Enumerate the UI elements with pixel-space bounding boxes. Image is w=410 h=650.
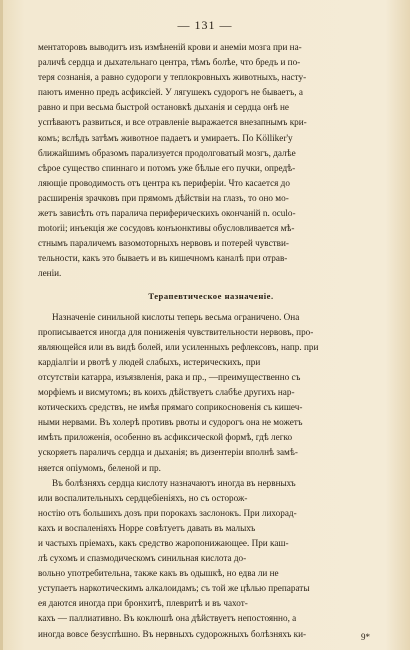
- text-line: Назначеніе синильной кислоты теперь весьма ограничено. Она: [52, 311, 300, 322]
- text-line: ляющіе проводимость отъ центра къ периферіи. Что касается до: [38, 177, 290, 188]
- text-line: лѣ сухомъ и спазмодическомъ синильная кислота до-: [38, 553, 247, 564]
- paragraph-2: [38, 310, 384, 476]
- text-line: ближайшимъ образомъ парализуется продолговатый мозгъ, далѣе: [38, 147, 296, 158]
- text-line: ментаторовъ выводитъ изъ измѣненій крови и анеміи мозга при на-: [38, 42, 302, 52]
- text-line: леніи.: [38, 268, 62, 279]
- text-line: уступаетъ наркотическимъ алкалоидамъ; съ той же цѣлью препараты: [38, 583, 310, 594]
- text-line: котическихъ средствъ, не имѣя прямаго соприкосновенія съ кишеч-: [38, 402, 303, 413]
- text-line: Въ болѣзняхъ сердца кислоту назначаютъ иногда въ нервныхъ: [52, 477, 296, 488]
- text-line: имѣть приложенія, особенно въ асфиксической формѣ, гдѣ легко: [38, 432, 293, 443]
- text-line: или воспалительныхъ сердцебіеніяхъ, но съ осторож-: [38, 492, 248, 503]
- text-line: кахъ и воспаленіяхъ Норре совѣтуетъ давать въ малыхъ: [38, 522, 256, 533]
- text-line: сѣрое существо спиннаго и потомъ уже бѣлые его пучки, опредѣ-: [38, 162, 296, 173]
- text-line: теря сознанія, а равно судороги у теплокровныхъ животныхъ, насту-: [38, 72, 307, 83]
- paragraph-1: [38, 40, 384, 282]
- text-line: кардіалгіи и рвотѣ у людей слабыхъ, истерическихъ, при: [38, 356, 261, 367]
- text-line: и частыхъ пріемахъ, какъ средство жаропонижающее. При каш-: [38, 538, 289, 548]
- signature-mark: 9*: [361, 632, 370, 642]
- text-line: отсутствіи катарра, изъязвленія, рака и пр., —преимущественно съ: [38, 371, 301, 382]
- text-line: комъ; вслѣдъ затѣмъ животное падаетъ и умираетъ. По Kölliker'у: [38, 132, 293, 143]
- text-line: ускоряетъ параличъ сердца и дыханія; въ дизентеріи вполнѣ замѣ-: [38, 447, 298, 458]
- text-line: кахъ — паллиативно. Въ коклюшѣ она дѣйствуетъ непостоянно, а: [38, 613, 297, 624]
- text-line: прописывается иногда для пониженія чувствительности нервовъ, про-: [38, 326, 314, 337]
- text-line: ными нервами. Въ холерѣ противъ рвоты и судорогъ она не можетъ: [38, 417, 303, 428]
- text-line: жетъ зависѣть отъ паралича периферическихъ окончаній n. oculo-: [38, 208, 296, 219]
- text-line: motorii; инъекція же сосудовъ конъюнктивы обусловливается мѣ-: [38, 223, 295, 234]
- paragraph-3: [38, 476, 384, 642]
- text-line: являющейся или въ видѣ болей, или усиленныхъ рефлексовъ, напр. при: [38, 341, 319, 352]
- text-line: иногда вовсе безуспѣшно. Въ нервныхъ судорожныхъ болѣзняхъ ки-: [38, 628, 307, 639]
- text-line: ностію отъ большихъ дозъ при порокахъ заслонокъ. При лихорад-: [38, 507, 297, 518]
- page-body: [38, 40, 384, 642]
- text-line: раличѣ сердца и дыхательнаго центра, тѣмъ болѣе, что бредъ и по-: [38, 57, 301, 68]
- text-line: стнымъ параличемъ вазомоторныхъ нервовъ и потерей чувстви-: [38, 238, 289, 249]
- text-line: паютъ именно предъ асфиксіей. У лягушекъ судорогъ не бываетъ, а: [38, 87, 303, 98]
- text-line: няется опіумомъ, беленой и пр.: [38, 462, 161, 473]
- text-line: тельности, какъ это бываетъ и въ кишечномъ каналѣ при отрав-: [38, 253, 288, 264]
- page-number: — 131 —: [177, 18, 233, 32]
- text-line: успѣваютъ развиться, и все отравленіе выражается внезапнымъ кри-: [38, 117, 307, 128]
- page-binding-edge: [0, 0, 3, 650]
- section-heading: Терапевтическое назначеніе.: [148, 290, 274, 301]
- text-line: расширенія зрачковъ при прямомъ дѣйствіи на глазъ, то оно мо-: [38, 192, 289, 203]
- text-line: морфіемъ и висмутомъ; въ коихъ дѣйствуетъ слабѣе другихъ нар-: [38, 387, 295, 398]
- text-line: равно и при весьма быстрой остановкѣ дыханія и сердца онѣ не: [38, 102, 289, 113]
- text-line: ея даются иногда при бронхитѣ, плевритѣ и въ чахот-: [38, 598, 248, 609]
- text-line: вольно употребительна, также какъ въ одышкѣ, но едва ли не: [38, 568, 279, 579]
